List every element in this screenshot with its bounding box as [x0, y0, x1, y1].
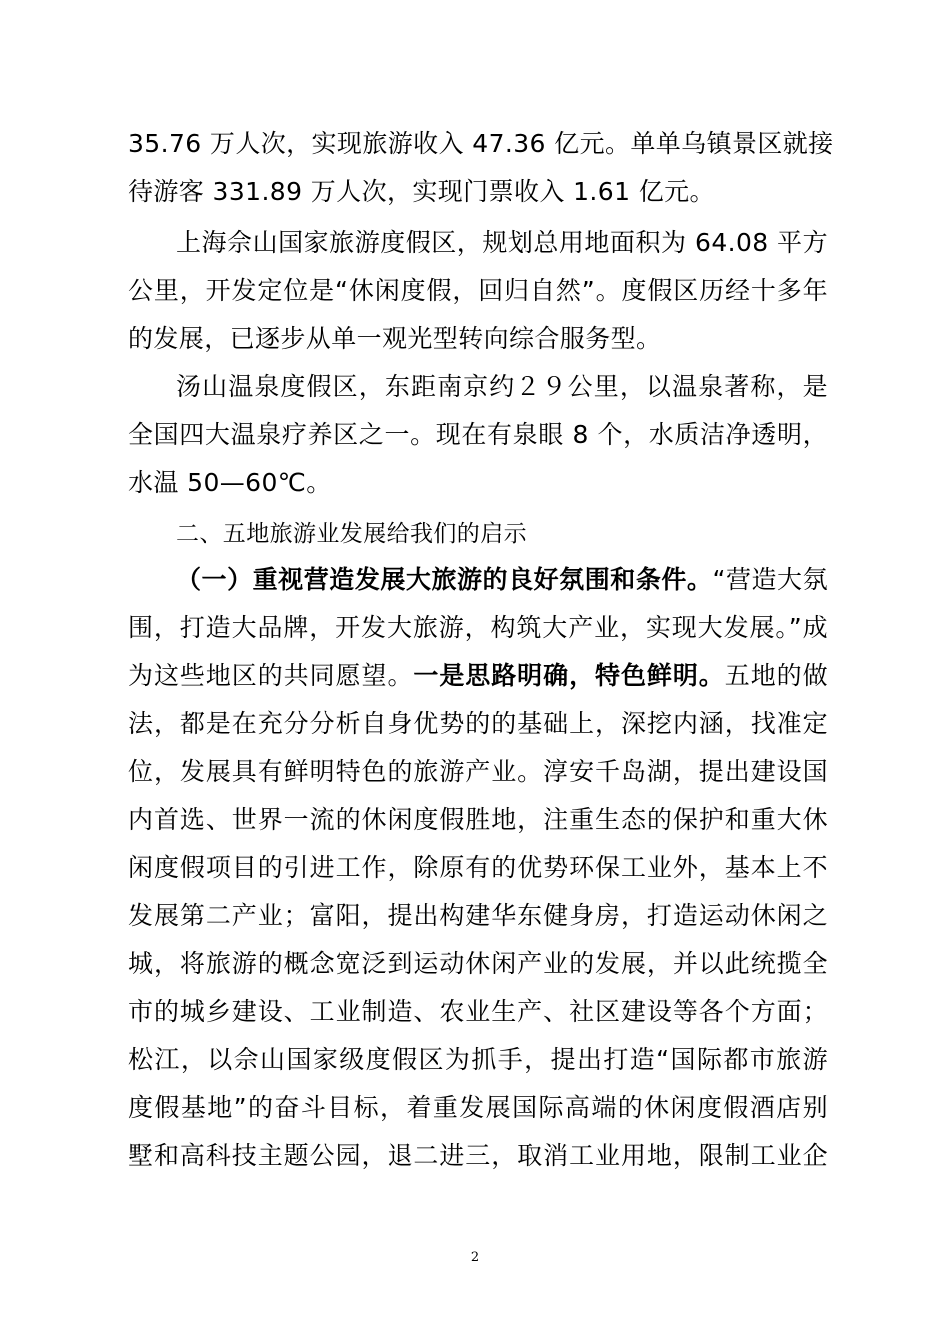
bold-segment: （一）重视营造发展大旅游的良好氛围和条件。	[176, 565, 713, 594]
text-segment: 墅和高科技主题公园，退二进三，取消工业用地，限制工业企	[128, 1141, 828, 1170]
text-segment: 五地的做	[724, 661, 828, 690]
text-segment: 闲度假项目的引进工作，除原有的优势环保工业外，基本上不	[128, 853, 828, 882]
text-line	[176, 563, 828, 597]
text-line	[128, 322, 828, 356]
text-segment: 水温 50—60℃。	[128, 468, 332, 497]
text-segment: 待游客 331.89 万人次，实现门票收入 1.61 亿元。	[128, 177, 715, 206]
text-segment: 围，打造大品牌，开发大旅游，构筑大产业，实现大发展。”成	[128, 613, 828, 642]
text-segment: 全国四大温泉疗养区之一。现在有泉眼 8 个，水质洁净透明，	[128, 420, 828, 449]
text-segment: 为这些地区的共同愿望。	[128, 661, 414, 690]
text-line	[128, 175, 828, 209]
text-line	[176, 226, 828, 260]
page-number: 2	[470, 1250, 480, 1265]
text-segment: 城，将旅游的概念宽泛到运动休闲产业的发展，并以此统揽全	[128, 949, 828, 978]
text-segment: 的发展，已逐步从单一观光型转向综合服务型。	[128, 324, 662, 353]
text-segment: 松江，以佘山国家级度假区为抓手，提出打造“国际都市旅游	[128, 1045, 828, 1074]
text-segment: 汤山温泉度假区，东距南京约２９公里，以温泉著称，是	[176, 372, 828, 401]
text-line	[128, 899, 828, 933]
text-line	[128, 1139, 828, 1173]
text-segment: 度假基地”的奋斗目标，着重发展国际高端的休闲度假酒店别	[128, 1093, 828, 1122]
text-segment: 公里，开发定位是“休闲度假，回归自然”。度假区历经十多年	[128, 276, 828, 305]
text-line	[128, 803, 828, 837]
text-segment: 市的城乡建设、工业制造、农业生产、社区建设等各个方面；	[128, 997, 828, 1026]
text-line	[128, 851, 828, 885]
text-segment: 法，都是在充分分析自身优势的的基础上，深挖内涵，找准定	[128, 709, 828, 738]
text-segment: 位，发展具有鲜明特色的旅游产业。淳安千岛湖，提出建设国	[128, 757, 828, 786]
text-line	[128, 707, 828, 741]
text-line	[128, 418, 828, 452]
text-line	[128, 274, 828, 308]
text-segment: 内首选、世界一流的休闲度假胜地，注重生态的保护和重大休	[128, 805, 828, 834]
text-segment: “营造大氛	[712, 565, 829, 594]
text-segment: 发展第二产业；富阳，提出构建华东健身房，打造运动休闲之	[128, 901, 828, 930]
text-line	[128, 1043, 828, 1077]
bold-segment: 一是思路明确，特色鲜明。	[413, 661, 725, 690]
text-line	[128, 611, 828, 645]
text-segment: 二、五地旅游业发展给我们的启示	[176, 521, 527, 547]
text-line	[128, 466, 828, 500]
text-line	[128, 947, 828, 981]
text-segment: 上海佘山国家旅游度假区，规划总用地面积为 64.08 平方	[176, 228, 828, 257]
text-segment: 35.76 万人次，实现旅游收入 47.36 亿元。单单乌镇景区就接	[128, 129, 834, 158]
text-line	[128, 127, 834, 161]
text-line	[128, 1091, 828, 1125]
text-line	[128, 995, 828, 1029]
text-line	[128, 659, 828, 693]
text-line	[128, 755, 828, 789]
section-heading	[176, 517, 828, 551]
text-line	[176, 370, 828, 404]
